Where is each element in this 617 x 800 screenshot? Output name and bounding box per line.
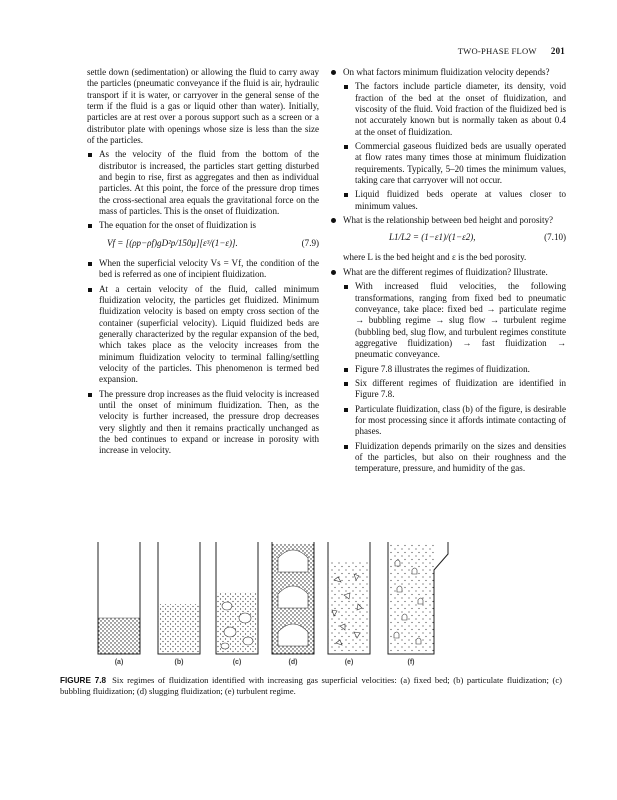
column-particulate [158,542,200,654]
bullet-marker [88,224,92,228]
bullet-text: The equation for the onset of fluidization is [99,220,257,231]
bullet-text: When the superficial velocity Vs = Vf, the condition of the bed is referred as one of incipient fluidization. [99,257,319,280]
bullet-marker [88,153,92,157]
bullet-text: As the velocity of the fluid from the bottom of the distributor is increased, the particles start getting disturbed and begin to rise, first as aggregates and then as individual particles. At this point, the force of the pressure drop times the cross-sectional area equals the gravitational force on the mass of particles. This is the onset of fluidization. [99,149,319,217]
column-fixed-bed [98,542,140,654]
column-fast-fluidization [388,542,448,654]
sub-bullet-commercial [343,141,566,186]
equation-number: (7.9) [301,237,319,248]
bullet-text: Fluidization depends primarily on the sizes and densities of the particles, but also on their roughness and the temperature, pressure, and humidity of the gas. [355,440,566,474]
bullet-text: Figure 7.8 illustrates the regimes of fluidization. [355,363,530,374]
panel-label-b: (b) [174,659,184,666]
where-clause: where L is the bed height and ε is the bed porosity. [343,252,527,263]
bullet-equation-intro [87,220,319,231]
sub-bullet-liquid [343,189,566,212]
column-turbulent [328,542,370,654]
bullet-marker [344,85,348,89]
running-title: TWO-PHASE FLOW [457,46,537,56]
bullet-marker [344,193,348,197]
bullet-marker [331,70,336,75]
sub-bullet-depends [343,441,566,475]
sub-bullet-transformations [343,281,566,360]
fluidization-regimes-figure [92,540,482,668]
equation-body: Vf = [(ρp−ρf)gD²p/150μ][ε³/(1−ε)]. [107,237,238,248]
left-column [87,67,319,457]
left-intro-paragraph: settle down (sedimentation) or allowing the fluid to carry away the particles (pneumatic conveyance if the fluid is air, hydraulic transport if it is water, or carryover in the general sense of the term if the fluid is a gas or liquid other than water). Initially, particles are at rest over a porous support such as a screen or a distributor plate with openings whose size is less than the size of the particles. [87,67,319,146]
equation-body: L1/L2 = (1−ε1)/(1−ε2), [389,232,476,243]
bullet-marker [88,262,92,266]
panel-label-d: (d) [288,659,298,666]
caption-label: FIGURE 7.8 [60,676,107,685]
question-text: What are the different regimes of fluidization? Illustrate. [343,266,548,277]
sub-bullet-factors [343,81,566,138]
bullet-incipient [87,258,319,281]
question-text: On what factors minimum fluidization velocity depends? [343,67,550,77]
bullet-marker [344,145,348,149]
bullet-text: With increased fluid velocities, the following transformations, ranging from fixed bed to pneumatic conveyance, take place: fixed bed → particulate regime → bubbling regime → slug flow → turbulent regime (bubbling bed, slug flow, and turbulent regimes constitute aggregative fluidization) → fast fluidization → pneumatic conveyance. [355,281,566,360]
figure-caption [60,675,562,697]
panel-label-a: (a) [114,659,124,666]
column-bubbling [216,542,258,654]
bullet-text: Liquid fluidized beds operate at values closer to minimum values. [355,189,566,211]
panel-label-f: (f) [407,659,415,666]
equation-7-10 [331,232,566,246]
right-column [331,67,566,475]
bullet-pressure-drop [87,389,319,457]
sub-bullet-figure-ref [343,364,566,375]
question-bed-height [331,215,566,226]
bullet-marker [344,285,348,289]
bullet-text: Particulate fluidization, class (b) of the figure, is desirable for most processing since it affords intimate contacting of phases. [355,403,566,437]
question-text: What is the relationship between bed height and porosity? [343,215,554,226]
bullet-text: Six different regimes of fluidization are identified in Figure 7.8. [355,377,566,400]
question-factors [331,67,566,78]
column-slugging [272,542,314,654]
panel-label-c: (c) [232,659,242,666]
bullet-marker [344,368,348,372]
equation-number: (7.10) [544,232,566,243]
question-regimes [331,267,566,278]
bullet-onset [87,149,319,217]
page-number: 201 [550,46,565,56]
bullet-text: The factors include particle diameter, its density, void fraction of the bed at the onset of fluidization, and viscosity of the fluid. Void fraction of the fluidized bed is not accurately known but is normally taken as about 0.4 at the onset of fluidization. [355,81,566,137]
sub-bullet-particulate [343,404,566,438]
equation-7-9 [87,238,319,252]
bullet-marker [88,288,92,292]
bullet-marker [88,393,92,397]
running-header [458,46,565,56]
bullet-text: At a certain velocity of the fluid, called minimum fluidization velocity, the particles get fluidized. Minimum fluidization velocity is based on empty cross section of the container (superficial velocity). Liquid fluidized beds are generally characterized by the regular expansion of the bed, which takes place as the velocity increases from the minimum fluidization velocity to terminal falling/settling velocity of the particles. This phenomenon is termed bed expansion. [99,283,319,385]
bullet-text: Commercial gaseous fluidized beds are usually operated at flow rates many times those at minimum fluidization requirements. Typically, 5–20 times the minimum values, taking care that carryover will not occur. [355,141,566,186]
bullet-text: The pressure drop increases as the fluid velocity is increased until the onset of minimum fluidization. Then, as the velocity is further increased, the pressure drop decreases very slightly and then it remains practically unchanged as the bed continues to expand or increase in porosity with increase in velocity. [99,388,319,456]
bullet-marker [344,445,348,449]
bullet-marker [331,218,336,223]
figure-panel-labels [115,659,415,666]
caption-text: Six regimes of fluidization identified with increasing gas superficial velocities: (a) fixed bed; (b) particulate fluidization; (c) bubbling fluidization; (d) slugging fluidization; (e) turbulent regime. [60,675,562,696]
bullet-minimum-velocity [87,284,319,386]
sub-bullet-six-regimes [343,378,566,401]
bullet-marker [331,270,336,275]
bullet-marker [344,382,348,386]
panel-label-e: (e) [344,659,354,666]
bullet-marker [344,408,348,412]
